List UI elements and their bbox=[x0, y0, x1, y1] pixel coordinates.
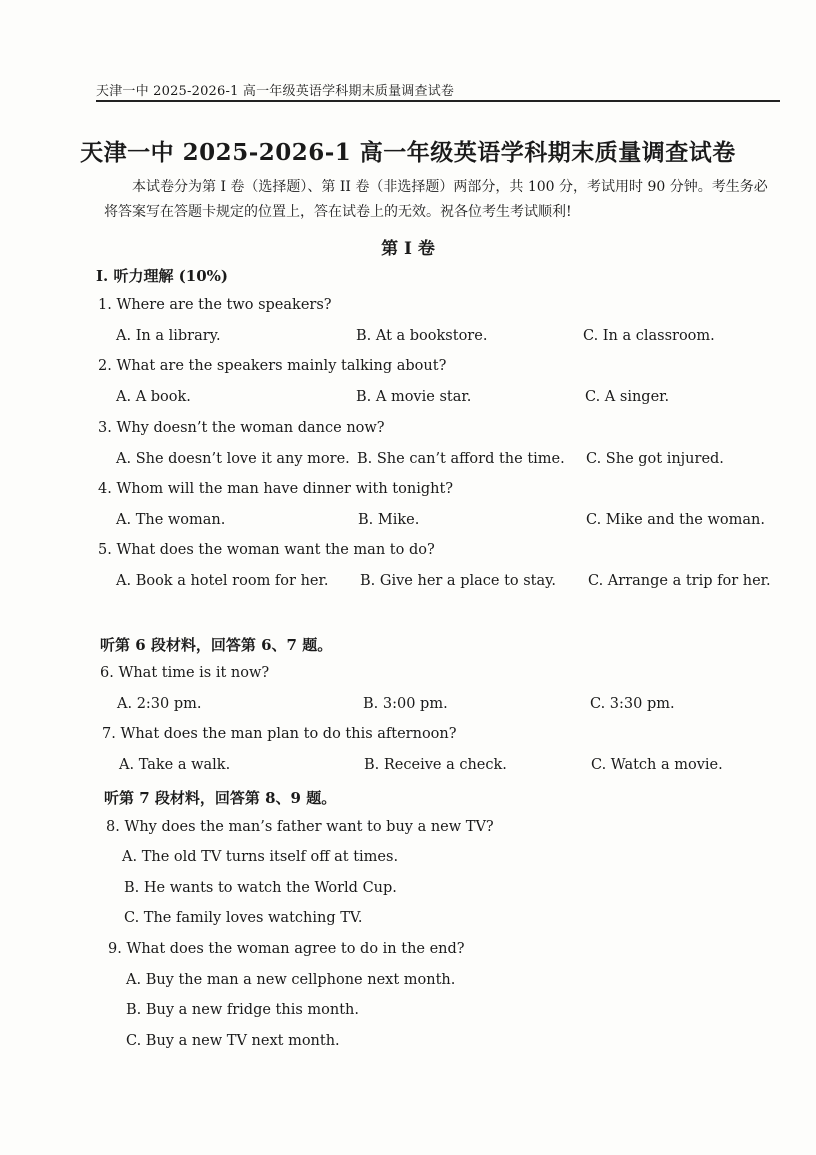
question-8-option-a: A. The old TV turns itself off at times. bbox=[122, 849, 399, 865]
question-5-stem: 5. What does the woman want the man to do? bbox=[98, 542, 435, 558]
question-5-option-b: B. Give her a place to stay. bbox=[360, 573, 557, 589]
group-heading-6-7: 听第 6 段材料，回答第 6、7 题。 bbox=[100, 636, 333, 654]
question-2-option-c: C. A singer. bbox=[585, 389, 670, 405]
question-6-option-a: A. 2:30 pm. bbox=[117, 696, 202, 712]
running-header: 天津一中 2025-2026-1 高一年级英语学科期末质量调查试卷 bbox=[96, 84, 455, 99]
question-8-option-c: C. The family loves watching TV. bbox=[124, 910, 363, 926]
question-1-option-c: C. In a classroom. bbox=[583, 328, 715, 344]
question-2-option-a: A. A book. bbox=[116, 389, 191, 405]
question-2-option-b: B. A movie star. bbox=[356, 389, 472, 405]
question-3-option-a: A. She doesn’t love it any more. bbox=[116, 451, 350, 467]
question-1-option-a: A. In a library. bbox=[116, 328, 221, 344]
question-2-stem: 2. What are the speakers mainly talking about? bbox=[98, 358, 447, 374]
question-6-option-b: B. 3:00 pm. bbox=[363, 696, 448, 712]
question-9-option-b: B. Buy a new fridge this month. bbox=[126, 1002, 359, 1018]
question-4-option-b: B. Mike. bbox=[358, 512, 420, 528]
question-3-option-c: C. She got injured. bbox=[586, 451, 724, 467]
question-5-option-a: A. Book a hotel room for her. bbox=[116, 573, 329, 589]
question-8-stem: 8. Why does the man’s father want to buy a new TV? bbox=[106, 819, 494, 835]
question-5-option-c: C. Arrange a trip for her. bbox=[588, 573, 771, 589]
question-7-option-b: B. Receive a check. bbox=[364, 757, 507, 773]
exam-instructions: 本试卷分为第 I 卷（选择题）、第 II 卷（非选择题）两部分，共 100 分，考试用时 90 分钟。考生务必将答案写在答题卡规定的位置上，答在试卷上的无效。祝各位考生考试顺利! bbox=[104, 179, 768, 220]
question-1-stem: 1. Where are the two speakers? bbox=[98, 297, 332, 313]
part-heading-listening: I. 听力理解 (10%) bbox=[96, 267, 229, 285]
question-9-option-a: A. Buy the man a new cellphone next month. bbox=[126, 972, 456, 988]
section-title: 第 I 卷 bbox=[381, 239, 435, 259]
question-4-stem: 4. Whom will the man have dinner with tonight? bbox=[98, 481, 454, 497]
question-7-option-c: C. Watch a movie. bbox=[591, 757, 723, 773]
group-heading-8-9: 听第 7 段材料，回答第 8、9 题。 bbox=[104, 789, 337, 807]
question-9-stem: 9. What does the woman agree to do in the end? bbox=[108, 941, 465, 957]
question-7-stem: 7. What does the man plan to do this afternoon? bbox=[102, 726, 457, 742]
question-3-option-b: B. She can’t afford the time. bbox=[357, 451, 565, 467]
question-8-option-b: B. He wants to watch the World Cup. bbox=[124, 880, 397, 896]
question-1-option-b: B. At a bookstore. bbox=[356, 328, 488, 344]
question-4-option-a: A. The woman. bbox=[116, 512, 226, 528]
question-9-option-c: C. Buy a new TV next month. bbox=[126, 1033, 340, 1049]
exam-title: 天津一中 2025-2026-1 高一年级英语学科期末质量调查试卷 bbox=[80, 139, 736, 166]
question-7-option-a: A. Take a walk. bbox=[119, 757, 231, 773]
question-4-option-c: C. Mike and the woman. bbox=[586, 512, 765, 528]
question-3-stem: 3. Why doesn’t the woman dance now? bbox=[98, 420, 385, 436]
question-6-stem: 6. What time is it now? bbox=[100, 665, 270, 681]
question-6-option-c: C. 3:30 pm. bbox=[590, 696, 675, 712]
header-rule bbox=[96, 100, 780, 102]
